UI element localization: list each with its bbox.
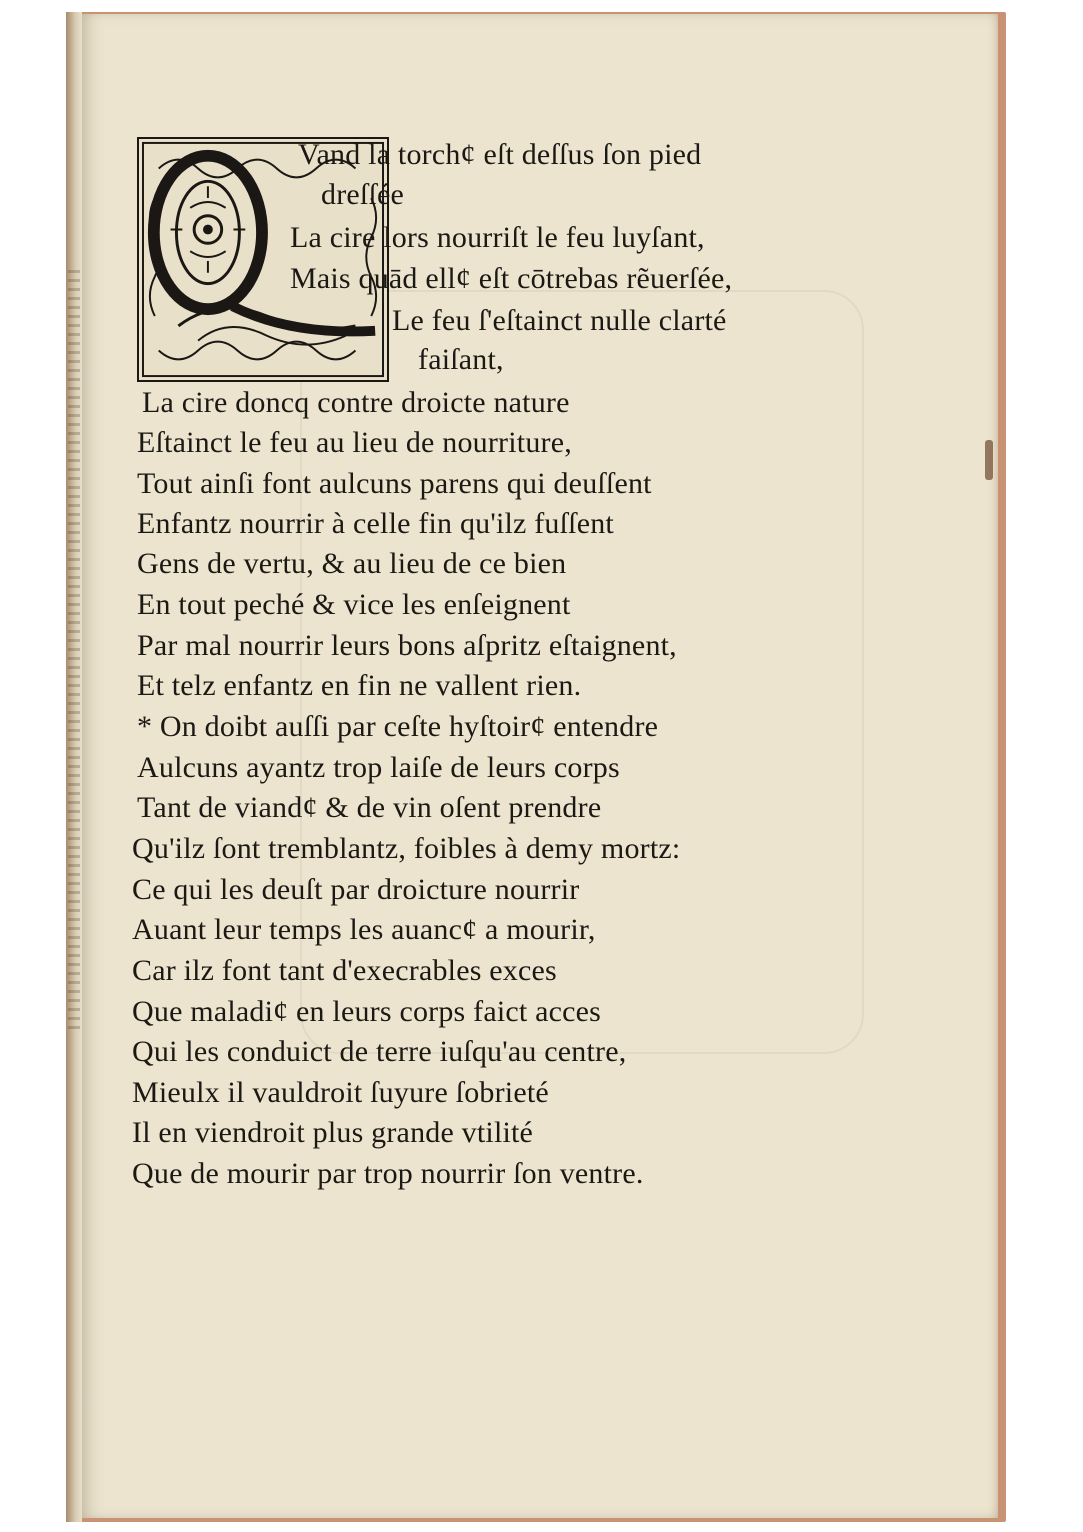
- facing-page-ornament: [68, 270, 80, 1030]
- verse-line: dreſſée: [321, 178, 405, 211]
- verse-line: Auant leur temps les auancȼ a mourir,: [132, 913, 596, 946]
- verse-line: Qu'ilz ſont tremblantz, foibles à demy mortz:: [132, 832, 681, 865]
- verse-line: Enfantz nourrir à celle fin qu'ilz fuſſent: [137, 507, 614, 540]
- verse-line: faiſant,: [418, 343, 504, 376]
- verse-line: Que de mourir par trop nourrir ſon ventre.: [132, 1157, 644, 1190]
- verse-line: Que maladiȼ en leurs corps faict acces: [132, 995, 602, 1028]
- verse-line: Par mal nourrir leurs bons aſpritz eſtaignent,: [137, 629, 677, 662]
- verse-line: En tout peché & vice les enſeignent: [137, 588, 571, 621]
- verse-line: La cire lors nourriſt le feu luyſant,: [290, 221, 705, 254]
- verse-line: * On doibt auſſi par ceſte hyſtoirȼ entendre: [137, 710, 659, 743]
- verse-line: Tant de viandȼ & de vin oſent prendre: [137, 791, 602, 824]
- verse-line: Mieulx il vauldroit ſuyure ſobrieté: [132, 1076, 549, 1109]
- decorated-initial-q: [137, 137, 389, 382]
- verse-line: Et telz enfantz en fin ne vallent rien.: [137, 669, 582, 702]
- verse-line: Eſtainct le feu au lieu de nourriture,: [137, 426, 572, 459]
- verse-line: Le feu ſ'eſtainct nulle clarté: [392, 304, 727, 337]
- verse-line: Aulcuns ayantz trop laiſe de leurs corps: [137, 751, 620, 784]
- ornament-initial-icon: [139, 139, 387, 380]
- verse-line: Tout ainſi font aulcuns parens qui deuſſent: [137, 467, 652, 500]
- verse-line: La cire doncq contre droicte nature: [142, 386, 570, 419]
- verse-line: Mais quād ellȼ eſt cōtrebas rẽuerſée,: [290, 262, 733, 295]
- verse-line: Il en viendroit plus grande vtilité: [132, 1116, 534, 1149]
- verse-line: Ce qui les deuſt par droicture nourrir: [132, 873, 580, 906]
- edge-stain: [985, 440, 993, 480]
- verse-line: Qui les conduict de terre iuſqu'au centre,: [132, 1035, 627, 1068]
- verse-line: Vand la torchȼ eſt deſſus ſon pied: [298, 138, 702, 171]
- verse-line: Car ilz font tant d'execrables exces: [132, 954, 557, 987]
- verse-line: Gens de vertu, & au lieu de ce bien: [137, 547, 567, 580]
